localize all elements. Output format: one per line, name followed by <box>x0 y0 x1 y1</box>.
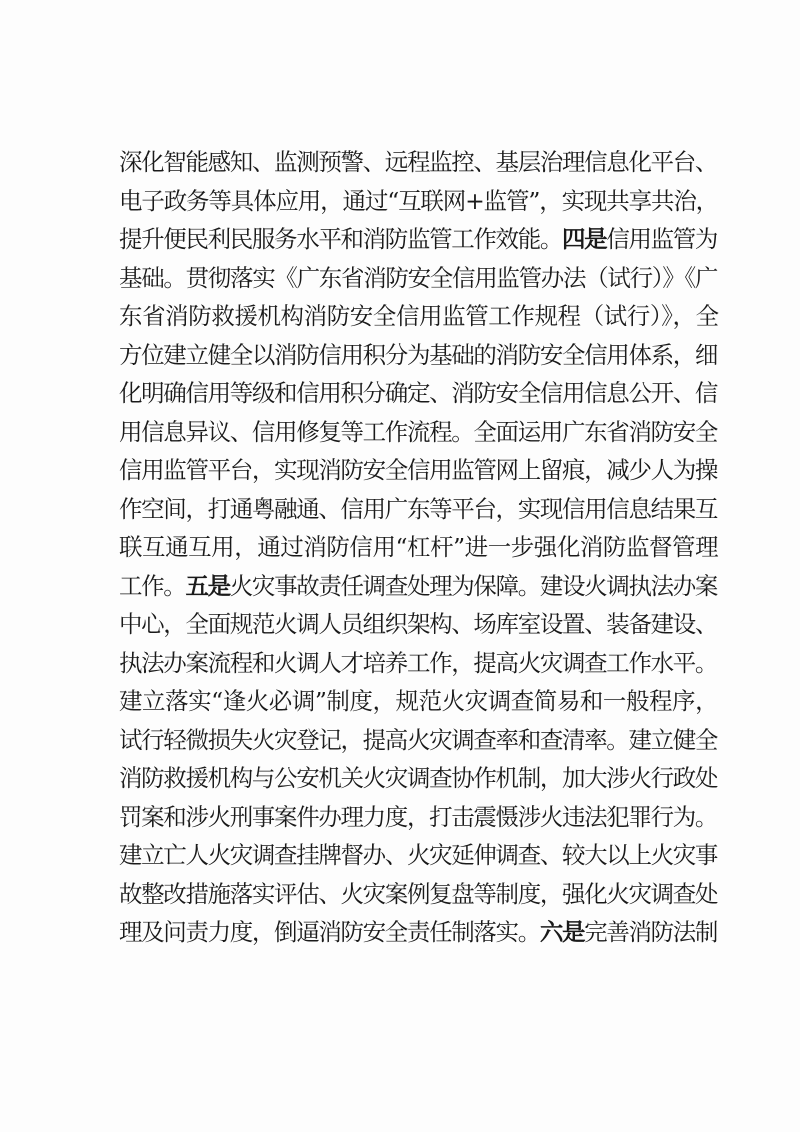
text-segment: 深化智能感知、监测预警、远程监控、基层治理信息化平台、 <box>119 148 718 176</box>
text-segment: 电子政务等具体应用，通过“互联网+监管”，实现共享共治， <box>119 186 719 215</box>
text-segment: 方位建立健全以消防信用积分为基础的消防安全信用体系，细 <box>119 340 718 369</box>
text-line <box>119 297 719 336</box>
text-segment: 工作。 <box>119 571 186 600</box>
text-segment: 信用监管为 <box>606 225 718 253</box>
text-line <box>119 836 719 875</box>
text-line <box>119 605 719 644</box>
text-segment: 中心，全面规范火调人员组织架构、场库室设置、装备建设、 <box>119 610 718 638</box>
text-line <box>119 490 719 529</box>
text-segment: 用信息异议、信用修复等工作流程。全面运用广东省消防安全 <box>119 417 718 446</box>
bold-lead-phrase: 六是 <box>539 918 585 946</box>
text-line <box>119 913 719 952</box>
text-segment: 故整改措施落实评估、火灾案例复盘等制度，强化火灾调查处 <box>119 879 718 908</box>
text-line <box>119 413 719 452</box>
text-segment: 完善消防法制 <box>584 918 718 946</box>
text-line <box>119 759 719 798</box>
text-segment: 东省消防救援机构消防安全信用监管工作规程（试行）》，全 <box>119 302 719 330</box>
text-segment: 信用监管平台，实现消防安全信用监管网上留痕，减少人为操 <box>119 456 718 484</box>
text-segment: 基础。贯彻落实《广东省消防安全信用监管办法（试行）》《广 <box>119 263 718 292</box>
text-segment: 化明确信用等级和信用积分确定、消防安全信用信息公开、信 <box>119 379 718 407</box>
text-segment: 罚案和涉火刑事案件办理力度，打击震慑涉火违法犯罪行为。 <box>119 802 718 831</box>
text-line <box>119 682 719 721</box>
text-segment: 提升便民利民服务水平和消防监管工作效能。 <box>119 225 562 253</box>
text-segment: 执法办案流程和火调人才培养工作，提高火灾调查工作水平。 <box>119 648 718 677</box>
text-line <box>119 528 719 567</box>
text-line <box>119 336 719 375</box>
text-line <box>119 374 719 413</box>
text-segment: 理及问责力度，倒逼消防安全责任制落实。 <box>119 918 540 946</box>
text-line <box>119 567 719 606</box>
text-line <box>119 220 719 259</box>
text-line <box>119 143 719 182</box>
text-segment: 试行轻微损失火灾登记，提高火灾调查率和查清率。建立健全 <box>119 725 718 754</box>
text-line <box>119 259 719 298</box>
text-segment: 消防救援机构与公安机关火灾调查协作机制，加大涉火行政处 <box>119 764 718 792</box>
text-segment: 建立落实“逢火必调”制度，规范火灾调查简易和一般程序， <box>119 687 719 715</box>
text-line <box>119 721 719 760</box>
body-text <box>119 143 719 952</box>
bold-lead-phrase: 四是 <box>562 225 607 253</box>
text-line <box>119 451 719 490</box>
text-line <box>119 798 719 837</box>
bold-lead-phrase: 五是 <box>185 571 230 600</box>
text-line <box>119 182 719 221</box>
text-segment: 建立亡人火灾调查挂牌督办、火灾延伸调查、较大以上火灾事 <box>119 841 718 869</box>
text-segment: 作空间，打通粤融通、信用广东等平台，实现信用信息结果互 <box>119 494 718 523</box>
text-segment: 联互通互用，通过消防信用“杠杆”进一步强化消防监督管理 <box>119 533 719 561</box>
text-segment: 火灾事故责任调查处理为保障。建设火调执法办案 <box>229 571 718 600</box>
text-line <box>119 875 719 914</box>
text-line <box>119 644 719 683</box>
